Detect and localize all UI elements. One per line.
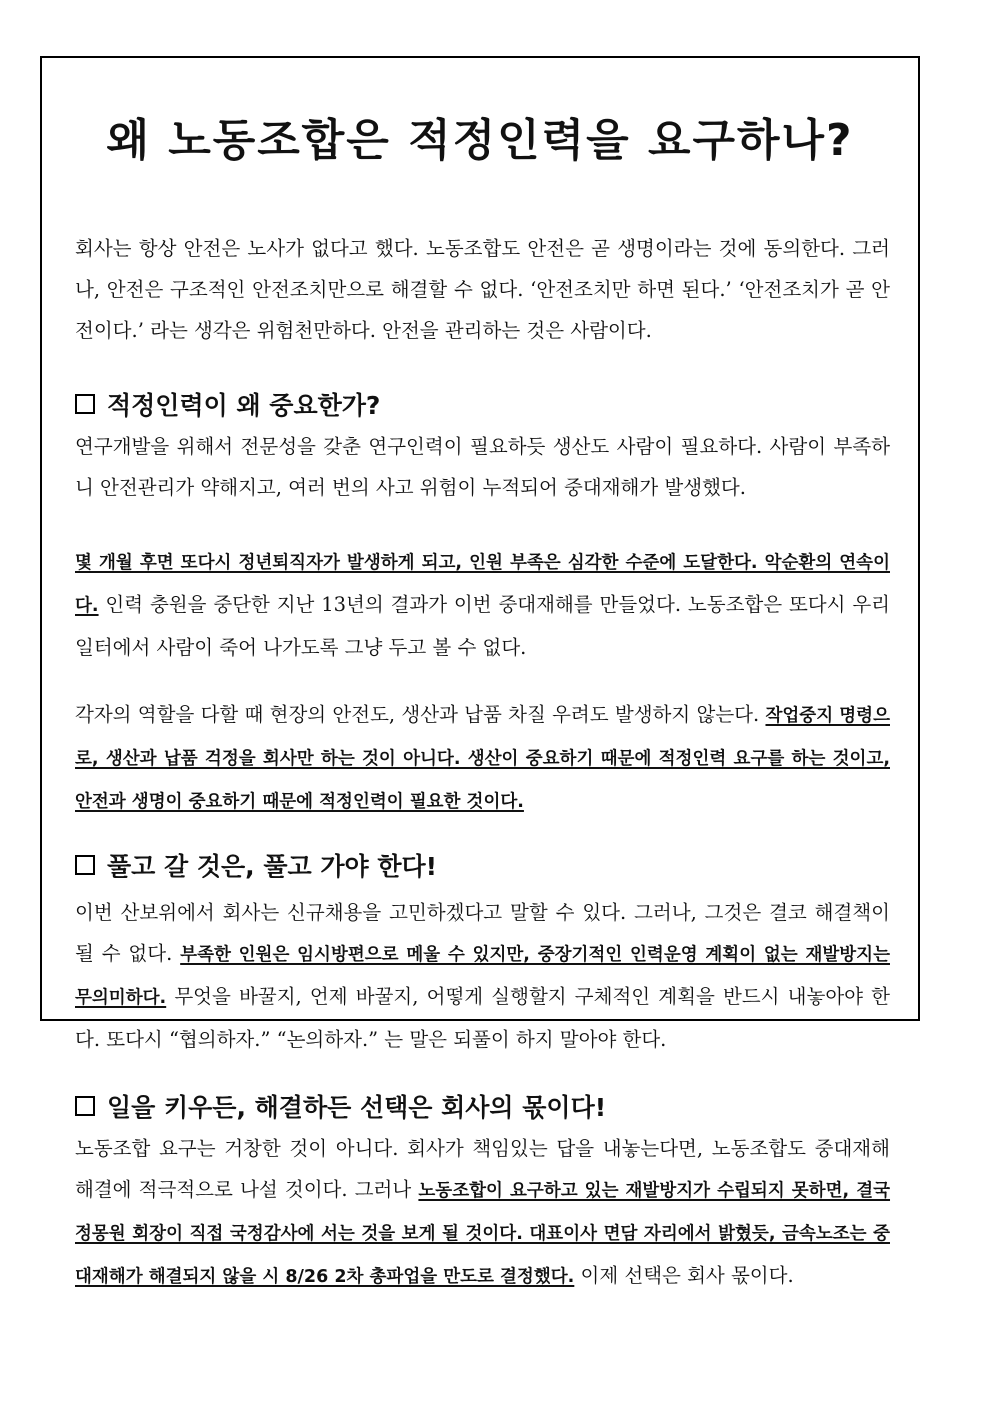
section-heading-1-label: 적정인력이 왜 중요한가? bbox=[107, 391, 381, 420]
section1-paragraph-2-text: 인력 충원을 중단한 지난 13년의 결과가 이번 중대재해를 만들었다. 노동조합은 또다시 우리 일터에서 사람이 죽어 나가도록 그냥 두고 볼 수 없다. bbox=[75, 593, 890, 659]
intro-paragraph: 회사는 항상 안전은 노사가 없다고 했다. 노동조합도 안전은 곧 생명이라는 것에 동의한다. 그러나, 안전은 구조적인 안전조치만으로 해결할 수 없다. ‘안전조치만 하면 된다.’ ‘안전조치가 곧 안전이다.’ 라는 생각은 위험천만하다. 안전을 관리하는 것은 사람이다. bbox=[75, 237, 890, 342]
section1-paragraph-1: 연구개발을 위해서 전문성을 갖춘 연구인력이 필요하듯 생산도 사람이 필요하다. 사람이 부족하니 안전관리가 약해지고, 여러 번의 사고 위험이 누적되어 중대재해가 발생했다. bbox=[75, 435, 890, 499]
section3-paragraph-emphasis: 노동조합이 요구하고 있는 재발방지가 수립되지 못하면, 결국 정몽원 회장이 직접 국정감사에 서는 것을 보게 될 것이다. 대표이사 면담 자리에서 밝혔듯, 금속노조는 중대재해가 해결되지 않을 시 8/26 2차 총파업을 만도로 결정했다. bbox=[75, 1181, 891, 1287]
page-title: 왜 노동조합은 적정인력을 요구하나? bbox=[106, 115, 854, 166]
checkbox-icon bbox=[75, 855, 95, 875]
section-heading-3-label: 일을 키우든, 해결하든 선택은 회사의 몫이다! bbox=[107, 1093, 607, 1122]
section3-paragraph-text: 노동조합 요구는 거창한 것이 아니다. 회사가 책임있는 답을 내놓는다면, 노동조합도 중대재해 해결에 적극적으로 나설 것이다. 그러나 bbox=[75, 1137, 890, 1201]
section-heading-2 bbox=[75, 847, 890, 883]
checkbox-icon bbox=[75, 394, 95, 414]
section2-paragraph bbox=[75, 892, 890, 1060]
section3-paragraph bbox=[75, 1128, 890, 1298]
section2-paragraph-text: 이번 산보위에서 회사는 신규채용을 고민하겠다고 말할 수 있다. 그러나, 그것은 결코 해결책이 될 수 없다. bbox=[75, 901, 890, 965]
section1-paragraph-3-text: 각자의 역할을 다할 때 현장의 안전도, 생산과 납품 차질 우려도 발생하지 않는다. bbox=[75, 703, 766, 726]
section-heading-3 bbox=[75, 1088, 890, 1124]
section3-paragraph-rest: 이제 선택은 회사 몫이다. bbox=[574, 1264, 794, 1287]
section2-paragraph-emphasis: 부족한 인원은 임시방편으로 메울 수 있지만, 중장기적인 인력운영 계획이 없는 재발방지는 무의미하다. bbox=[75, 945, 890, 1008]
section1-paragraph-2-emphasis: 몇 개월 후면 또다시 정년퇴직자가 발생하게 되고, 인원 부족은 심각한 수준에 도달한다. 악순환의 연속이다. bbox=[75, 553, 890, 616]
checkbox-icon bbox=[75, 1096, 95, 1116]
section1-paragraph-2 bbox=[75, 541, 890, 668]
section1-paragraph-3 bbox=[75, 694, 890, 823]
section2-paragraph-rest: 무엇을 바꿀지, 언제 바꿀지, 어떻게 실행할지 구체적인 계획을 반드시 내놓아야 한다. 또다시 “협의하자.” “논의하자.” 는 말은 되풀이 하지 말아야 한다. bbox=[75, 985, 890, 1051]
section1-paragraph-3-emphasis: 작업중지 명령으로, 생산과 납품 걱정을 회사만 하는 것이 아니다. 생산이 중요하기 때문에 적정인력 요구를 하는 것이고, 안전과 생명이 중요하기 때문에 적정인력이 필요한 것이다. bbox=[75, 706, 890, 812]
section-heading-2-label: 풀고 갈 것은, 풀고 가야 한다! bbox=[107, 852, 438, 881]
section-heading-1 bbox=[75, 386, 890, 422]
